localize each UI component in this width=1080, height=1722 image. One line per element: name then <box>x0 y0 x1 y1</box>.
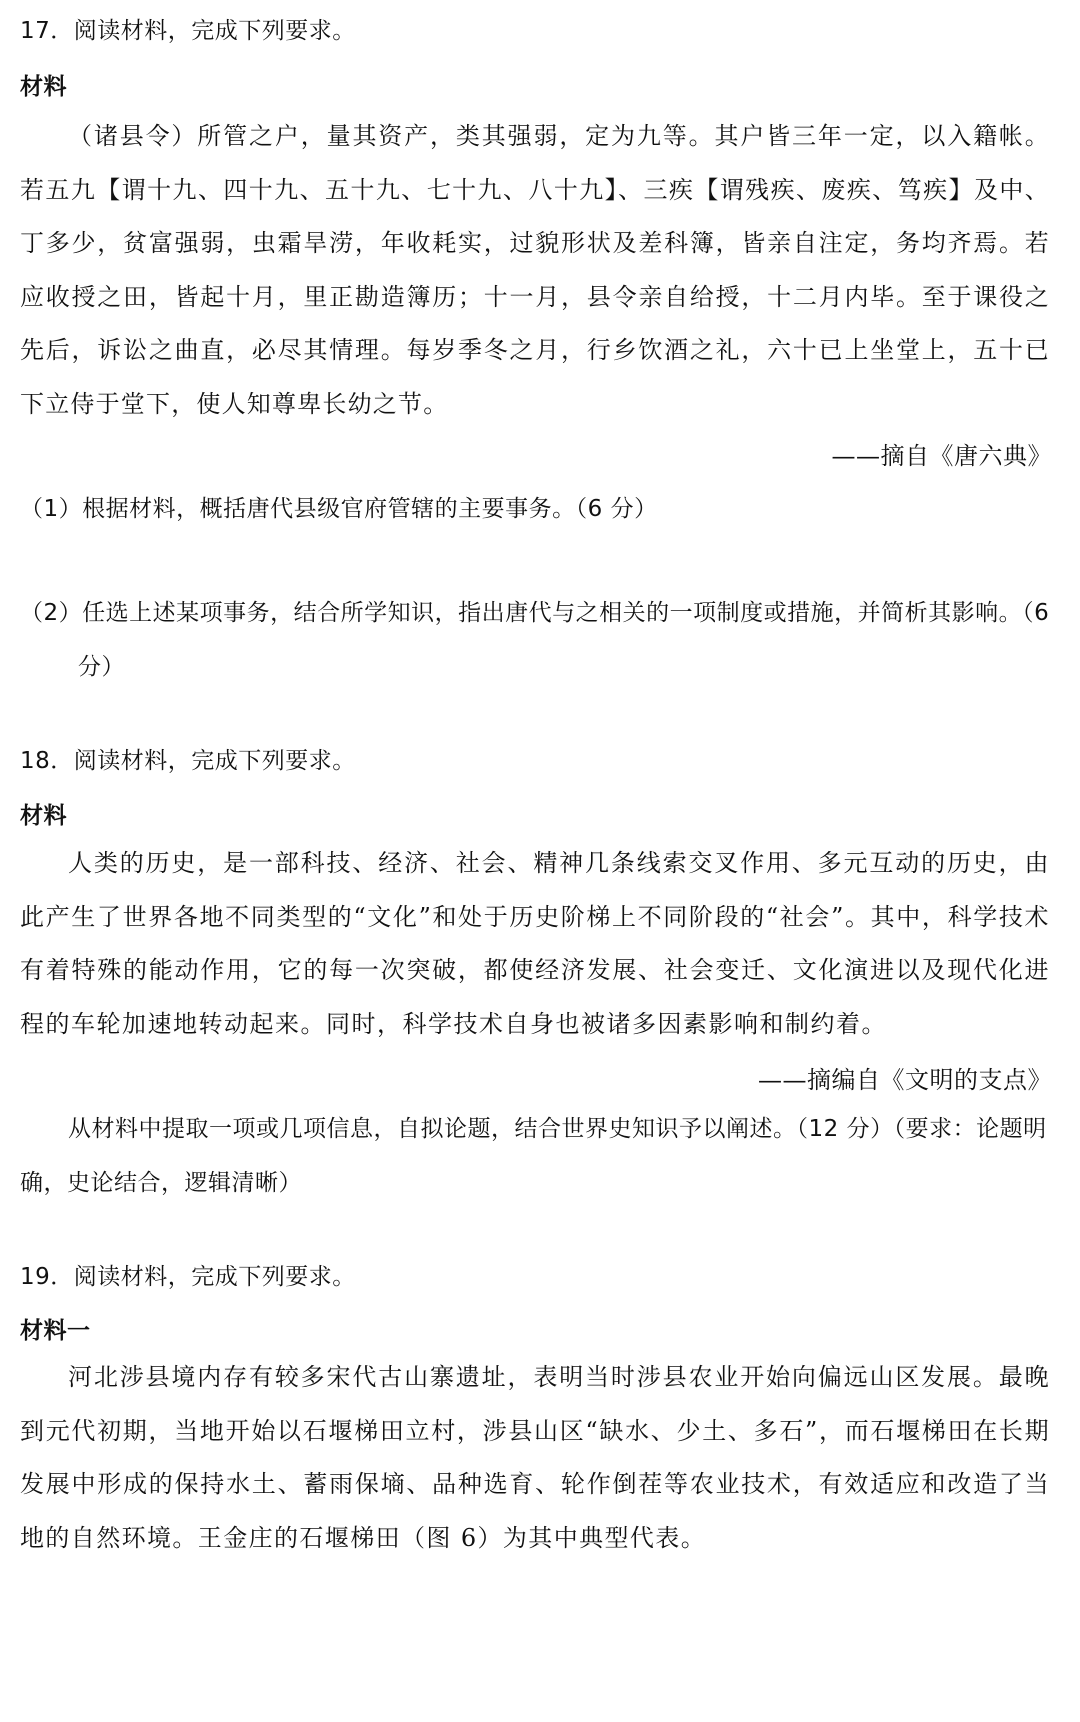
q18-material-text: 人类的历史，是一部科技、经济、社会、精神几条线索交叉作用、多元互动的历史，由此产生了世界各地不同类型的“文化”和处于历史阶梯上不同阶段的“社会”。其中，科学技术有着特殊的能动作用，它的每一次突破，都使经济发展、社会变迁、文化演进以及现代化进程的车轮加速地转动起来。同时，科学技术自身也被诸多因素影响和制约着。 <box>20 849 1050 1038</box>
q18-task: 从材料中提取一项或几项信息，自拟论题，结合世界史知识予以阐述。（12 分）（要求：论题明确，史论结合，逻辑清晰） <box>20 1116 1047 1196</box>
q17-source: ——摘自《唐六典》 <box>831 442 1052 470</box>
q19-heading: 19．阅读材料，完成下列要求。 <box>20 1264 356 1290</box>
q19-material-text: 河北涉县境内存有较多宋代古山寨遗址，表明当时涉县农业开始向偏远山区发展。最晚到元代初期，当地开始以石堰梯田立村，涉县山区“缺水、少土、多石”，而石堰梯田在长期发展中形成的保持水土、蓄雨保墒、品种选育、轮作倒茬等农业技术，有效适应和改造了当地的自然环境。王金庄的石堰梯田（图 6）为其中典型代表。 <box>20 1363 1050 1552</box>
q17-material-label: 材料 <box>20 74 67 100</box>
q18-heading: 18．阅读材料，完成下列要求。 <box>20 748 356 774</box>
q17-subquestion-1: （1）根据材料，概括唐代县级官府管辖的主要事务。（6 分） <box>20 496 658 522</box>
q18-source: ——摘编自《文明的支点》 <box>758 1066 1052 1094</box>
q17-subquestion-2: （2）任选上述某项事务，结合所学知识，指出唐代与之相关的一项制度或措施，并简析其影响。（6 分） <box>20 600 1050 680</box>
q17-heading: 17．阅读材料，完成下列要求。 <box>20 18 356 44</box>
q19-material-label: 材料一 <box>20 1318 91 1344</box>
q17-material-text: （诸县令）所管之户，量其资产，类其强弱，定为九等。其户皆三年一定，以入籍帐。若五九【谓十九、四十九、五十九、七十九、八十九】、三疾【谓残疾、废疾、笃疾】及中、丁多少，贫富强弱，虫霜旱涝，年收耗实，过貌形状及差科簿，皆亲自注定，务均齐焉。若应收授之田，皆起十月，里正勘造簿历；十一月，县令亲自给授，十二月内毕。至于课役之先后，诉讼之曲直，必尽其情理。每岁季冬之月，行乡饮酒之礼，六十已上坐堂上，五十已下立侍于堂下，使人知尊卑长幼之节。 <box>20 122 1050 418</box>
q18-material-label: 材料 <box>20 803 67 829</box>
